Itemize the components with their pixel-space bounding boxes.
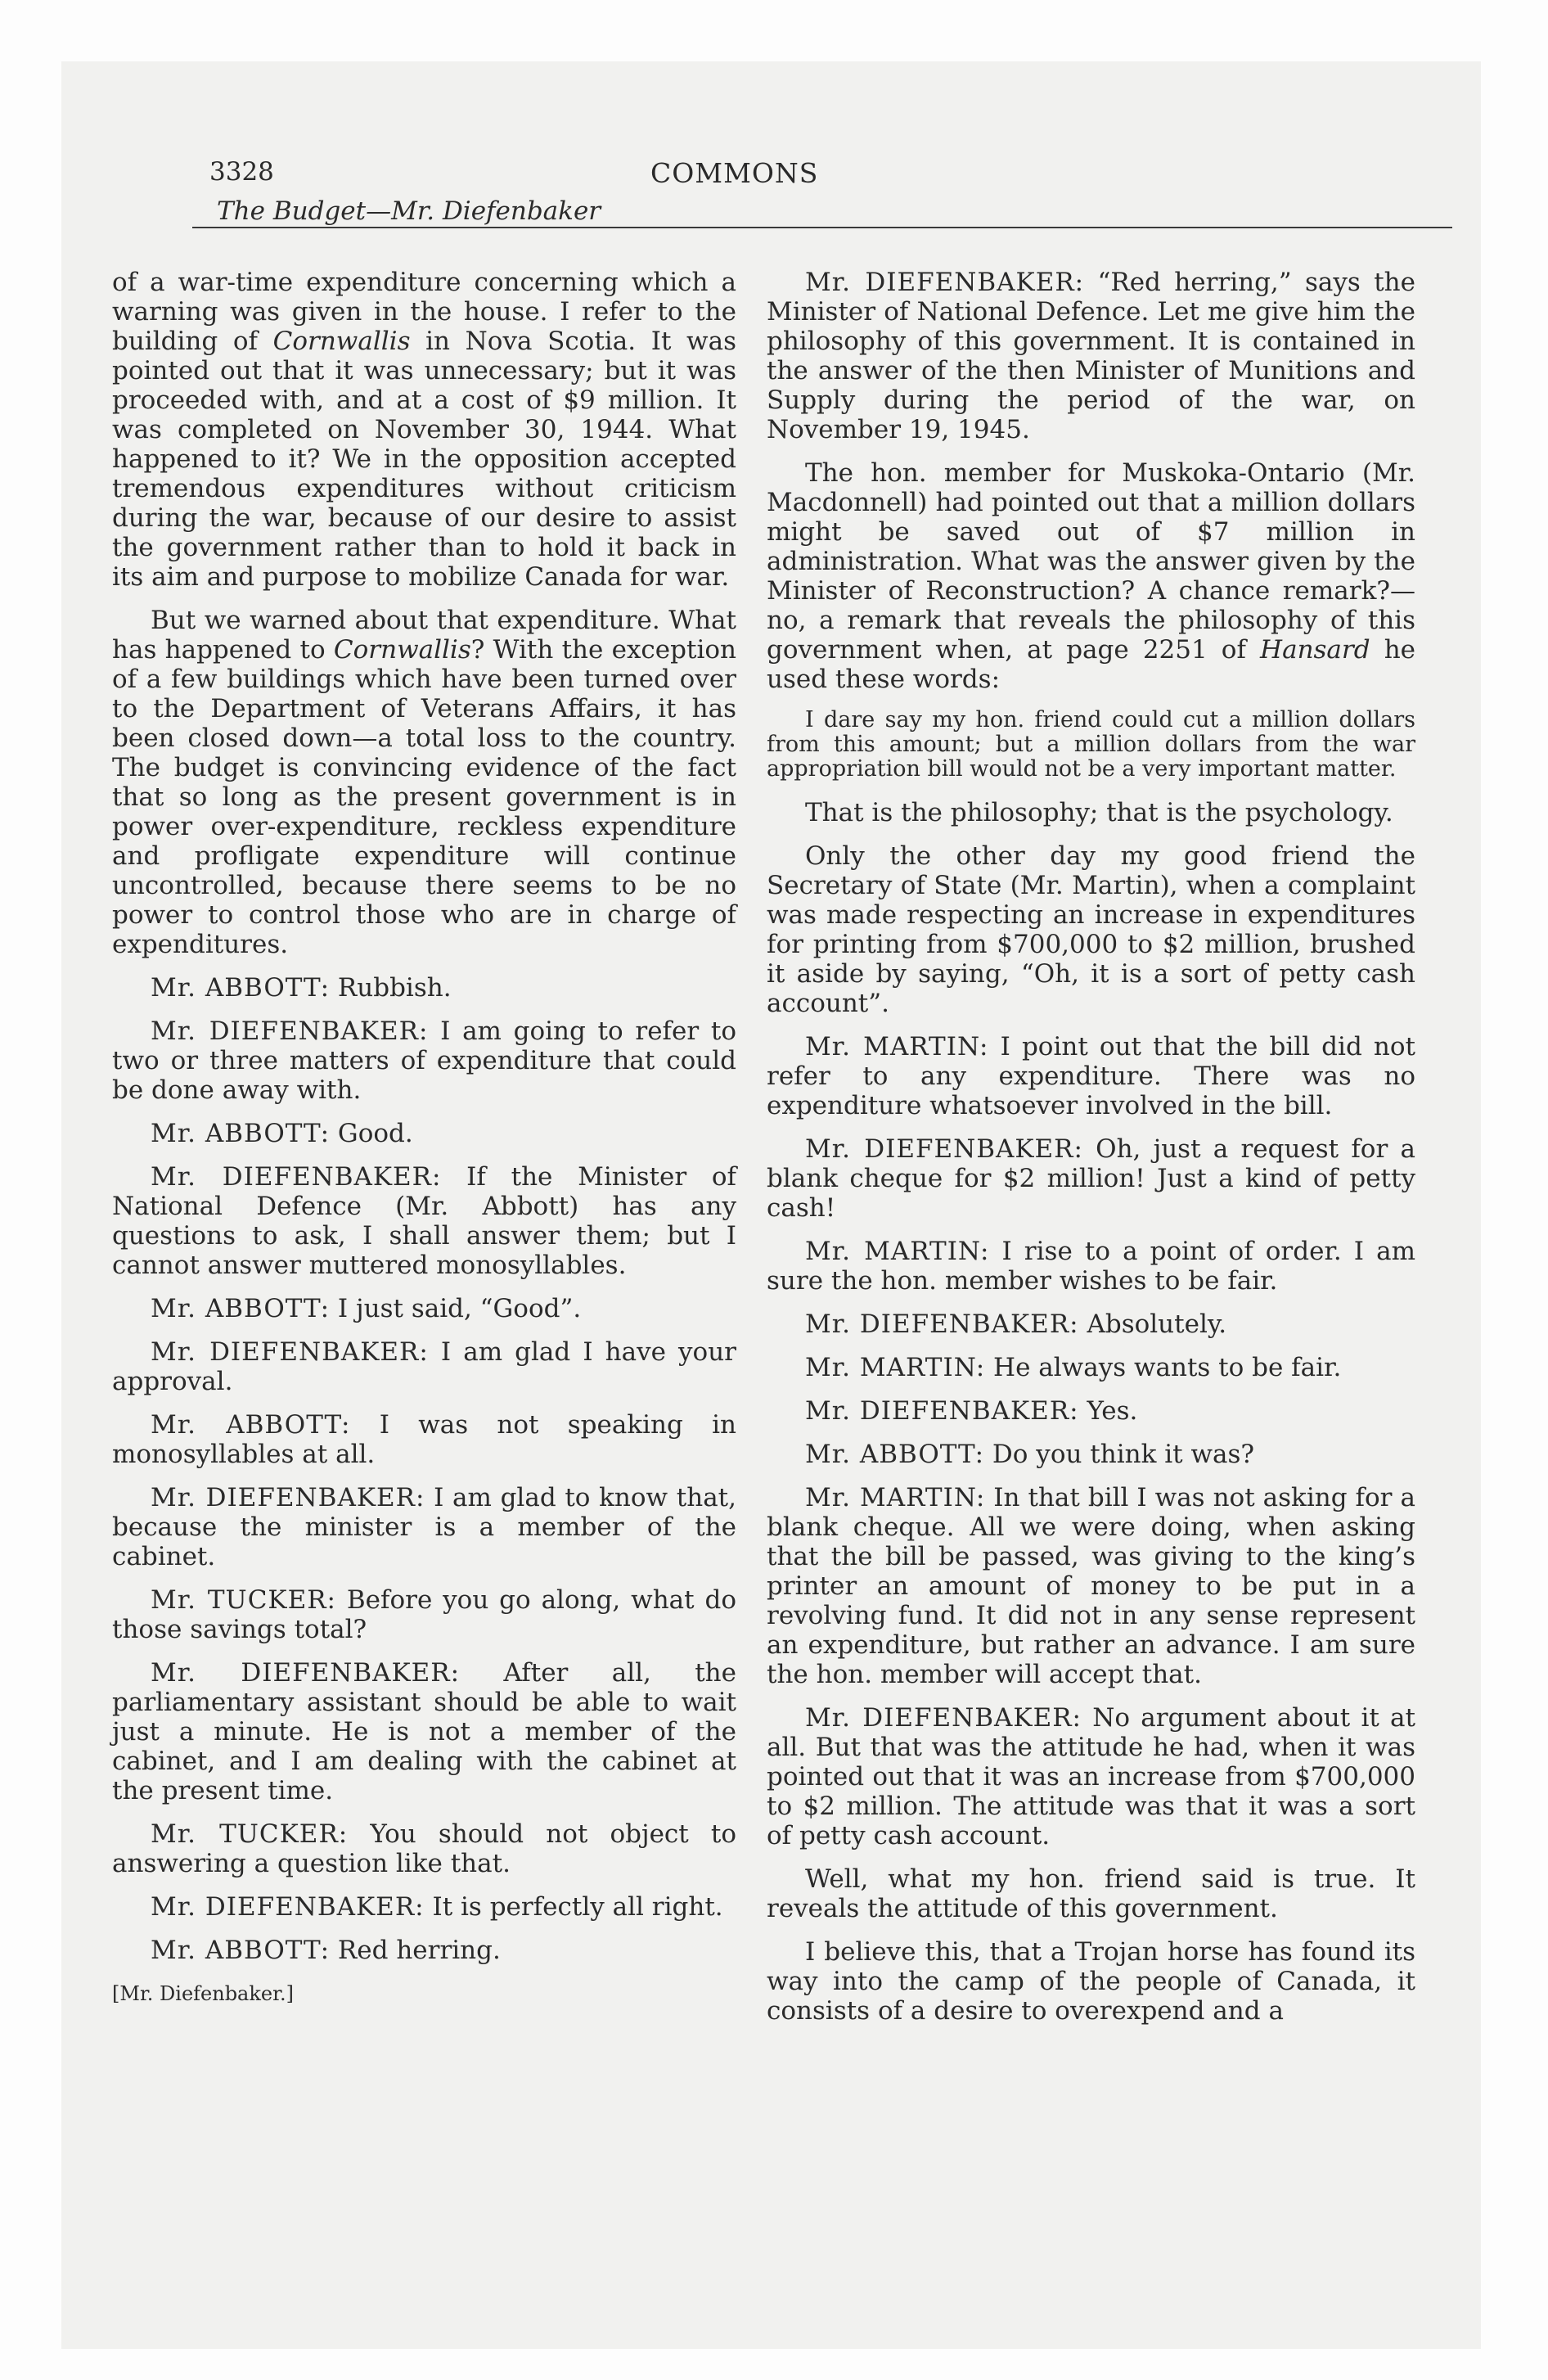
italic-text: Cornwallis [333,635,471,665]
speaker-name: Mr. DIEFENBAKER: [805,1309,1079,1339]
speech-text: Red herring. [330,1936,501,1965]
speech [112,1410,736,1469]
speaker-name: Mr. MARTIN: [805,1032,989,1062]
speech-text: You should not object to answering a question like that. [112,1819,736,1878]
speaker-name: Mr. DIEFENBAKER: [805,1134,1083,1164]
speech [112,1585,736,1644]
speaker-name: Mr. ABBOTT: [151,973,331,1003]
right-column [767,268,1415,2040]
speech [767,1483,1415,1689]
speech [767,1396,1415,1426]
speech-text: Absolutely. [1078,1309,1227,1339]
speaker-name: Mr. DIEFENBAKER: [151,1162,442,1192]
speaker-name: Mr. ABBOTT: [805,1440,985,1469]
speech-text: “Red herring,” says the Minister of National Defence. Let me give him the philosophy of this government. It is contained in the answer of the then Minister of Munitions and Supply during the period of the war, on November 19, 1945. [767,268,1415,444]
speech-text: I am going to refer to two or three matters of expenditure that could be done away with. [112,1016,736,1105]
speech [767,1309,1415,1339]
speaker-name: Mr. DIEFENBAKER: [151,1658,461,1688]
speech-text: I just said, “Good”. [330,1294,582,1323]
speech-text: I am glad to know that, because the minister is a member of the cabinet. [112,1483,736,1571]
paragraph: That is the philosophy; that is the psychology. [805,798,1393,827]
text-run: ? With the exception of a few buildings which have been turned over to the Department of Veterans Affairs, it has been closed down—a total loss to the country. The budget is convincing evidence of the fact that so long as the present government is in power over-expenditure, reckless expenditure and profligate expenditure will continue uncontrolled, because there seems to be no power to control those who are in charge of expenditures. [112,635,736,959]
speaker-name: Mr. ABBOTT: [151,1936,331,1965]
text-run: The hon. member for Muskoka-Ontario (Mr. Macdonnell) had pointed out that a million dollars might be saved out of $7 million in administration. What was the answer given by the Minister of Reconstruction? A chance remark?—no, a remark that reveals the philosophy of this government when, at page 2251 of [767,458,1415,665]
speech [112,1119,736,1148]
speaker-name: Mr. MARTIN: [805,1353,986,1382]
speech-text: It is perfectly all right. [424,1892,723,1922]
speech [112,1016,736,1105]
text-run: he used these words: [767,635,1415,694]
speaker-name: Mr. TUCKER: [151,1585,336,1615]
speech [112,1892,736,1922]
paragraph [767,458,1415,694]
speech [767,268,1415,444]
speech-text: I point out that the bill did not refer to any expenditure. There was no expenditure whatsoever involved in the bill. [767,1032,1415,1120]
speech-text: I am glad I have your approval. [112,1337,736,1396]
speaker-name: Mr. DIEFENBAKER: [805,1703,1082,1733]
speech [112,1819,736,1878]
speech-text: Rubbish. [330,973,452,1003]
speech-text: He always wants to be fair. [985,1353,1342,1382]
speaker-name: Mr. DIEFENBAKER: [151,1337,429,1367]
speech [767,1440,1415,1469]
page-header [61,61,1481,233]
speech [767,1032,1415,1120]
speech-text: In that bill I was not asking for a blank cheque. All we were doing, when asking that the bill be passed, was giving to the king’s printer an amount of money to be put in a revolving fund. It did not in any sense represent an expenditure, but rather an advance. I am sure the hon. member will accept that. [767,1483,1415,1689]
text-run: in Nova Scotia. It was pointed out that it was unnecessary; but it was proceeded with, and at a cost of $9 million. It was completed on November 30, 1944. What happened to it? We in the opposition accepted tremendous expenditures without criticism during the war, because of our desire to assist the government rather than to hold it back in its aim and purpose to mobilize Canada for war. [112,327,736,592]
paragraph [112,268,736,592]
speech-text: I rise to a point of order. I am sure the hon. member wishes to be fair. [767,1237,1415,1296]
speech-text: Good. [330,1119,413,1148]
text-run: But we warned about that expenditure. What has happened to [112,606,736,665]
speaker-name: Mr. ABBOTT: [151,1410,351,1440]
speech [112,1483,736,1571]
speech-text: Yes. [1078,1396,1138,1426]
speaker-name: Mr. DIEFENBAKER: [805,268,1085,297]
left-column [112,268,736,2008]
speaker-name: Mr. MARTIN: [805,1237,990,1266]
italic-text: Hansard [1260,635,1370,665]
speaker-name: Mr. DIEFENBAKER: [151,1483,425,1512]
header-rule [192,227,1452,228]
page-number: 3328 [209,157,274,187]
paragraph [112,606,736,959]
speech-text: Before you go along, what do those savings total? [112,1585,736,1644]
speech [112,1162,736,1280]
speech [767,1237,1415,1296]
speech [112,1936,736,1965]
scanned-page [61,61,1481,2349]
speaker-name: Mr. DIEFENBAKER: [805,1396,1079,1426]
speech [112,1658,736,1805]
speech [112,1337,736,1396]
speaker-name: Mr. ABBOTT: [151,1294,331,1323]
speech [112,973,736,1003]
speech-text: If the Minister of National Defence (Mr. Abbott) has any questions to ask, I shall answer them; but I cannot answer muttered monosyllables. [112,1162,737,1280]
speech [767,1703,1415,1850]
speech-text: Oh, just a request for a blank cheque for $2 million! Just a kind of petty cash! [767,1134,1415,1223]
italic-text: Cornwallis [272,327,411,356]
speech [767,1134,1415,1223]
text-run: of a war-time expenditure concerning which a warning was given in the house. I refer to the building of [112,268,736,356]
speech-text: No argument about it at all. But that was the attitude he had, when it was pointed out that it was an increase from $700,000 to $2 million. The attitude was that it was a sort of petty cash account. [767,1703,1415,1850]
paragraph: I believe this, that a Trojan horse has found its way into the camp of the people of Canada, it consists of a desire to overexpend and a [767,1937,1415,2026]
speech-text: After all, the parliamentary assistant should be able to wait just a minute. He is not a member of the cabinet, and I am dealing with the cabinet at the present time. [112,1658,736,1805]
speaker-footer-note: [Mr. Diefenbaker.] [112,1982,294,2005]
speaker-name: Mr. ABBOTT: [151,1119,331,1148]
running-title: The Budget—Mr. Diefenbaker [217,196,601,226]
speaker-name: Mr. DIEFENBAKER: [151,1892,425,1922]
chamber-heading: COMMONS [650,157,819,189]
block-quote: I dare say my hon. friend could cut a million dollars from this amount; but a million dollars from the war appropriation bill would not be a very important matter. [767,707,1415,782]
speaker-name: Mr. MARTIN: [805,1483,986,1512]
speaker-name: Mr. DIEFENBAKER: [151,1016,429,1046]
speech-text: I was not speaking in monosyllables at all. [112,1410,736,1469]
speech [767,1353,1415,1382]
speaker-name: Mr. TUCKER: [151,1819,349,1849]
speech [112,1294,736,1323]
paragraph: Only the other day my good friend the Secretary of State (Mr. Martin), when a complaint was made respecting an increase in expenditures for printing from $700,000 to $2 million, brushed it aside by saying, “Oh, it is a sort of petty cash account”. [767,841,1415,1018]
speech-text: Do you think it was? [984,1440,1255,1469]
paragraph: Well, what my hon. friend said is true. It reveals the attitude of this government. [767,1864,1415,1923]
